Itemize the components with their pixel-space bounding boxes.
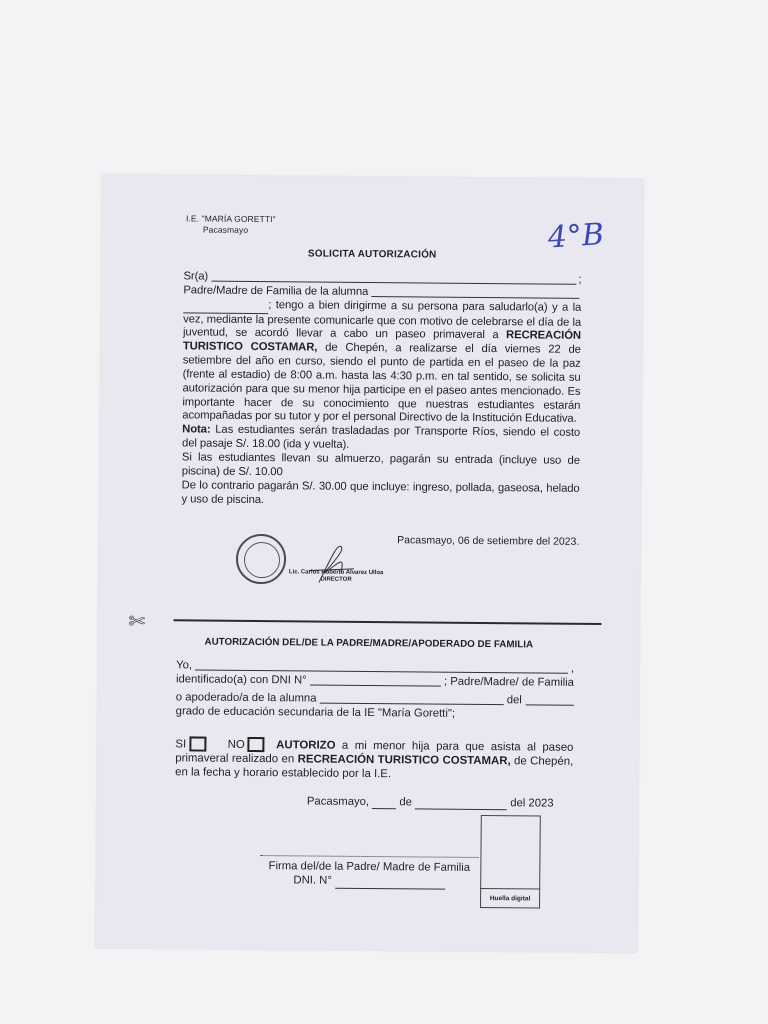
letter-title: SOLICITA AUTORIZACIÓN — [307, 248, 437, 261]
letter-body — [181, 270, 581, 510]
no-checkbox[interactable] — [248, 737, 265, 752]
note-label: Nota: — [182, 423, 211, 436]
si-checkbox[interactable] — [189, 736, 206, 751]
school-name: I.E. "MARÍA GORETTI" — [185, 213, 276, 225]
name-blank — [211, 279, 576, 284]
authorization-fields — [176, 659, 575, 722]
director-title: DIRECTOR — [320, 576, 352, 583]
salutation-label: Sr(a) — [183, 270, 209, 283]
thumbprint-label: Huella digital — [480, 888, 540, 909]
no-label: NO — [227, 738, 245, 751]
lunch-paragraph: Si las estudiantes llevan su almuerzo, pagarán su entrada (incluye uso de piscina) de S/. 10.00 — [181, 451, 580, 479]
note-paragraph: Nota: Las estudiantes serán trasladadas por Transporte Ríos, siendo el costo del pasaje S/. 18.00 (ida y vuelta). — [181, 423, 581, 451]
authorization-title: AUTORIZACIÓN DEL/DE LA PADRE/MADRE/APODERADO DE FAMILIA — [204, 636, 534, 651]
authorization-date: Pacasmayo, de del 2023 — [306, 795, 554, 810]
student-name-blank — [371, 295, 579, 299]
dni-row: identificado(a) con DNI N° ; Padre/Madre/ de Familia — [175, 673, 575, 689]
cut-line — [173, 619, 601, 625]
letter-paragraph: ; tengo a bien dirigirme a su persona para saludarlo(a) y a la vez, mediante la presente comunicarle que con motivo de celebrarse el día de la juventud, se acordó llevar a cabo un paseo primaveral a RECREACIÓN TURISTICO COSTAMAR, de Chepén, a realizarse el día viernes 22 de setiembre del año en curso, siendo el punto de partida en el paseo de la paz (frente al estadio) de 8:00 a.m. hasta las 4:30 p.m. en tal sentido, se solicita su autorización para que su menor hija participe en el paseo antes mencionado. Es importante hacer de su conocimiento que nuestras estudiantes estarán acompañadas por su tutor y por el personal Directivo de la Institución Educativa. — [182, 298, 582, 426]
authorize-label: AUTORIZO — [276, 739, 336, 752]
director-name: Lic. Carlos Roberto Alvarez Ulloa — [288, 569, 384, 577]
dni-sign-row: DNI. N° — [260, 873, 478, 890]
student-name-blank-2 — [183, 298, 268, 314]
dni-field[interactable] — [310, 684, 441, 686]
si-label: SI — [175, 738, 187, 751]
handwritten-grade-mark: 4°B — [546, 217, 606, 256]
student-name-field[interactable] — [319, 702, 503, 705]
parent-label: Padre/Madre de Familia de la alumna — [183, 284, 369, 298]
scissors-icon: ✄ — [128, 610, 146, 634]
price-paragraph: De lo contrario pagarán S/. 30.00 que incluye: ingreso, pollada, gaseosa, helado y uso de piscina. — [181, 479, 580, 506]
grade-field[interactable] — [526, 690, 574, 705]
day-field[interactable] — [372, 796, 396, 809]
grade-row: grado de educación secundaria de la IE "María Goretti"; — [175, 705, 456, 720]
consent-paragraph: SI NO AUTORIZO a mi menor hija para que asista al paseo primaveral realizado en RECREACIÓN TURISTICO COSTAMAR, de Chepén, en la fecha y horario establecido por la I.E. — [175, 738, 574, 781]
dni-sign-field[interactable] — [335, 874, 445, 890]
signature-label: Firma del/de la Padre/ Madre de Familia — [268, 860, 471, 874]
school-seal — [236, 534, 286, 584]
guardian-row: o apoderado/a de la alumna del — [176, 687, 574, 708]
director-block — [289, 569, 384, 584]
authorization-form-page — [96, 175, 644, 953]
place-name-2: RECREACIÓN TURISTICO COSTAMAR, — [297, 753, 511, 768]
place-name: RECREACIÓN TURISTICO COSTAMAR, — [182, 329, 582, 354]
letter-date: Pacasmayo, 06 de setiembre del 2023. — [397, 534, 580, 548]
school-header — [186, 213, 276, 236]
salutation-line: Sr(a) ; — [183, 270, 582, 286]
school-city: Pacasmayo — [202, 224, 249, 235]
parent-signature-block — [260, 859, 478, 890]
signature-line[interactable] — [260, 855, 478, 858]
month-field[interactable] — [415, 796, 507, 810]
yo-row: Yo, , — [176, 659, 575, 675]
